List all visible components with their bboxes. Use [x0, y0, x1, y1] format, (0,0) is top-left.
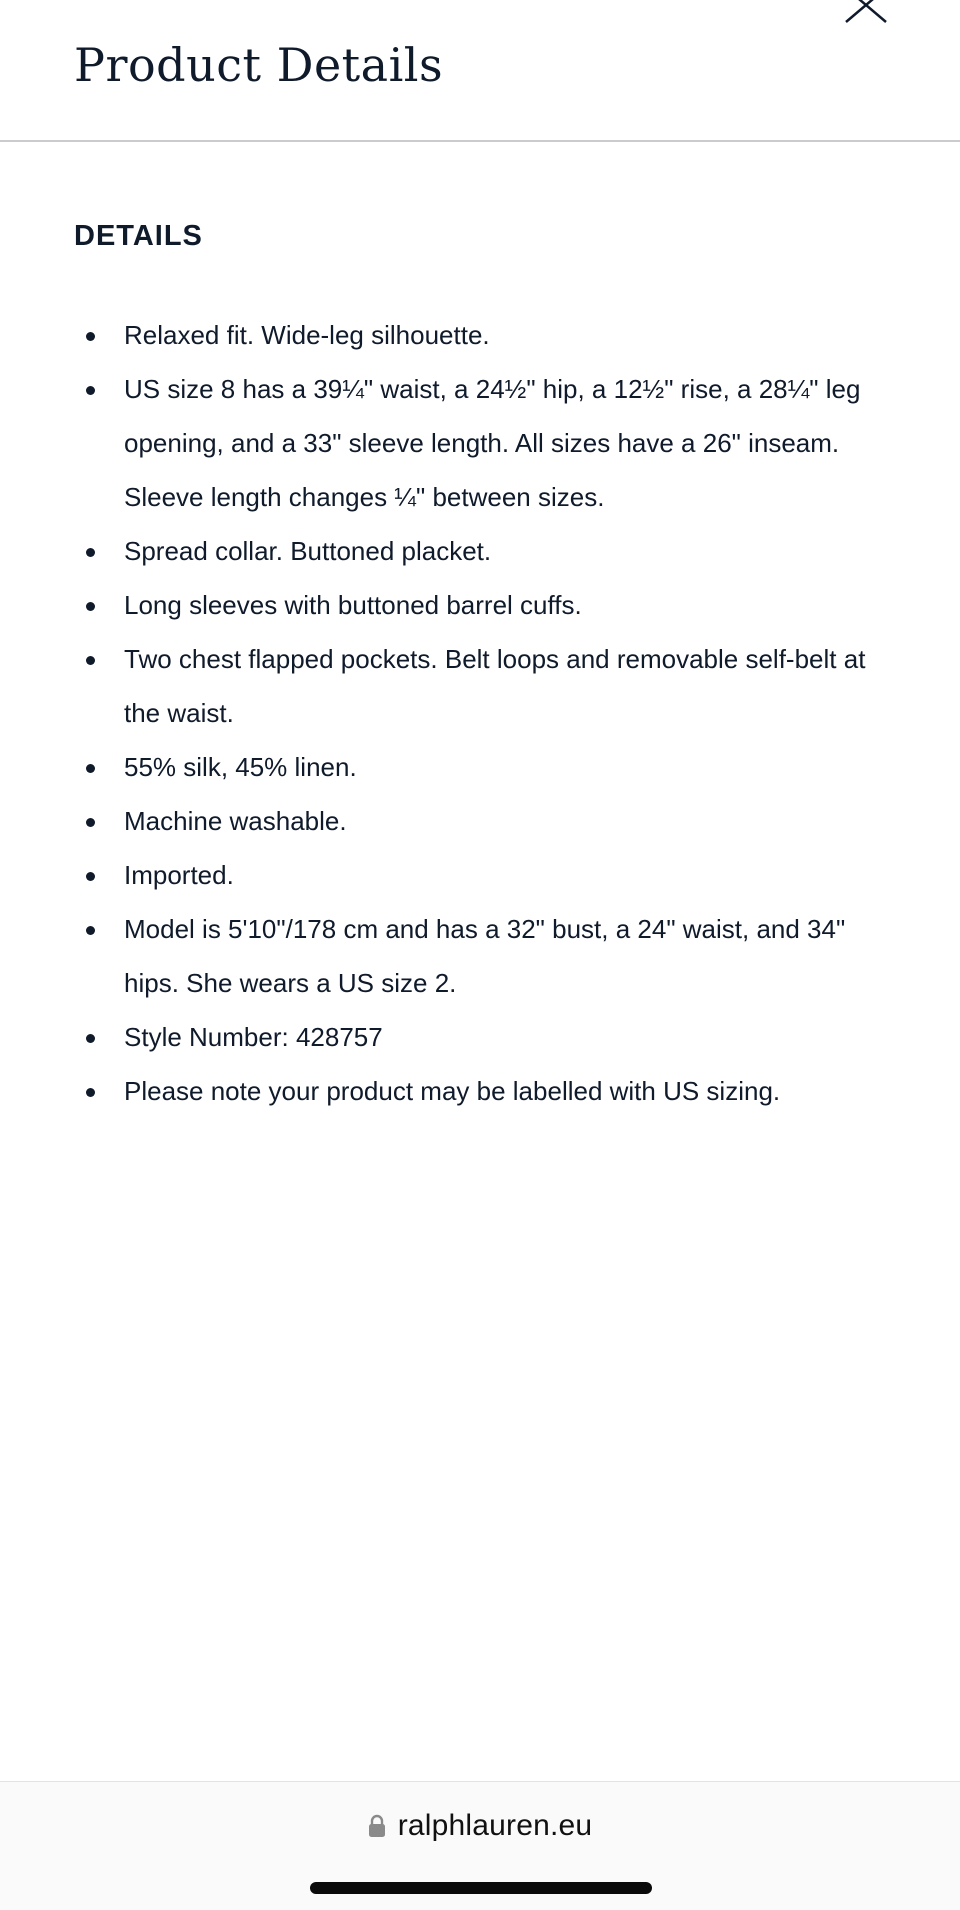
list-item — [74, 632, 900, 740]
details-list — [74, 308, 900, 1118]
bullet-icon — [86, 548, 95, 557]
list-item — [74, 1010, 900, 1064]
url-field[interactable] — [0, 1806, 960, 1846]
list-item-text: Model is 5'10"/178 cm and has a 32" bust, a 24" waist, and 34" hips. She wears a US size 2. — [124, 914, 846, 998]
modal-header — [0, 0, 960, 142]
list-item-text: Please note your product may be labelled with US sizing. — [124, 1076, 781, 1106]
bullet-icon — [86, 764, 95, 773]
list-item-text: US size 8 has a 39¼" waist, a 24½" hip, a 12½" rise, a 28¼" leg opening, and a 33" sleeve length. All sizes have a 26" inseam. Sleeve length changes ¼" between sizes. — [124, 374, 861, 512]
bullet-icon — [86, 818, 95, 827]
details-heading: DETAILS — [74, 220, 203, 252]
page-title: Product Details — [74, 38, 444, 92]
list-item-text: Long sleeves with buttoned barrel cuffs. — [124, 590, 582, 620]
list-item — [74, 578, 900, 632]
bullet-icon — [86, 656, 95, 665]
list-item — [74, 524, 900, 578]
list-item-text: Spread collar. Buttoned placket. — [124, 536, 492, 566]
list-item-text: Relaxed fit. Wide-leg silhouette. — [124, 320, 490, 350]
list-item-text: Imported. — [124, 860, 234, 890]
list-item-text: 55% silk, 45% linen. — [124, 752, 357, 782]
bullet-icon — [86, 872, 95, 881]
bullet-icon — [86, 926, 95, 935]
home-indicator[interactable] — [310, 1882, 652, 1894]
bullet-icon — [86, 386, 95, 395]
list-item — [74, 362, 900, 524]
bullet-icon — [86, 1088, 95, 1097]
list-item-text: Two chest flapped pockets. Belt loops and removable self-belt at the waist. — [124, 644, 866, 728]
lock-icon — [368, 1814, 386, 1838]
bullet-icon — [86, 1034, 95, 1043]
list-item — [74, 740, 900, 794]
list-item — [74, 1064, 900, 1118]
list-item — [74, 794, 900, 848]
url-text: ralphlauren.eu — [397, 1809, 593, 1842]
bullet-icon — [86, 332, 95, 341]
list-item-text: Style Number: 428757 — [124, 1022, 383, 1052]
list-item — [74, 308, 900, 362]
bullet-icon — [86, 602, 95, 611]
close-icon — [836, 0, 896, 28]
list-item — [74, 848, 900, 902]
browser-address-bar — [0, 1781, 960, 1910]
list-item — [74, 902, 900, 1010]
close-button[interactable] — [836, 0, 896, 28]
list-item-text: Machine washable. — [124, 806, 347, 836]
